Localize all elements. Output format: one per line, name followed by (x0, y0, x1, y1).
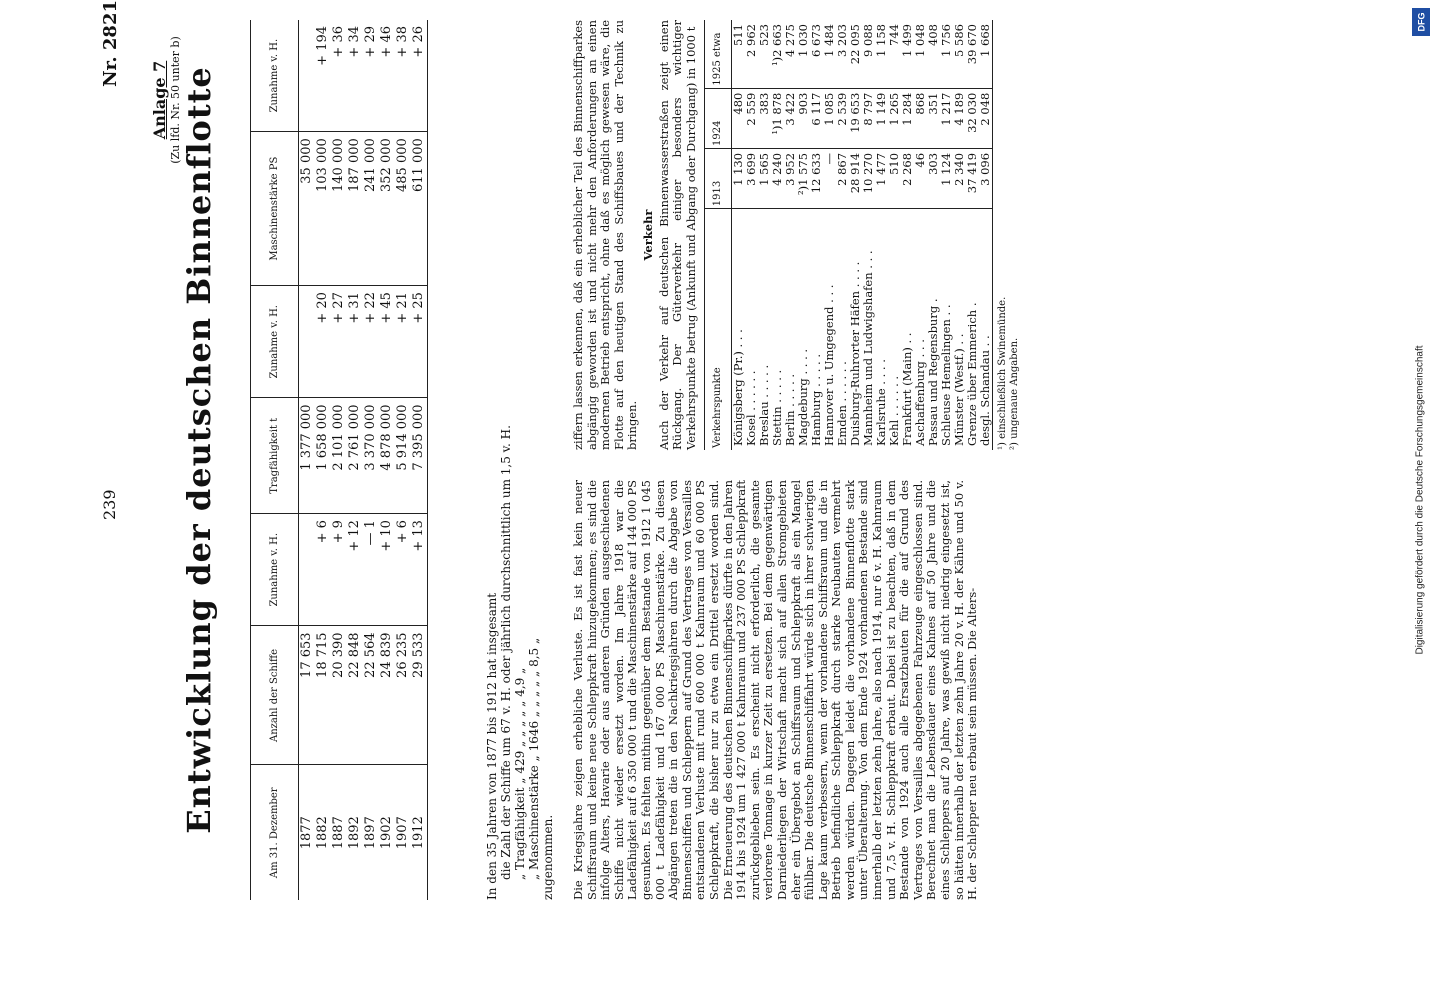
table-cell: + 45 (379, 286, 395, 398)
table-cell: 22 564 (363, 626, 379, 765)
table-cell: + 29 (363, 20, 379, 132)
table-cell: ¹)1 878 (771, 88, 784, 148)
right-column (572, 20, 1021, 450)
table-cell: ¹)2 663 (771, 20, 784, 88)
table-cell: Stettin . . . . . (769, 369, 784, 446)
table-cell: 46 (914, 148, 927, 208)
table-cell: + 194 (315, 20, 331, 132)
table-cell: Schleuse Hemelingen . . (938, 304, 953, 446)
table-cell (299, 286, 316, 398)
table-cell: 352 000 (379, 132, 395, 286)
table-cell: 744 (888, 20, 901, 88)
table-cell: 6 673 (810, 20, 823, 88)
table-cell: 511 (731, 20, 745, 88)
table-cell: Kehl . . . . . . (886, 375, 901, 446)
table-row (810, 20, 823, 450)
anlage-block (150, 0, 182, 200)
table-cell: — (823, 148, 836, 208)
t1-header: Maschinenstärke PS (251, 132, 299, 286)
table-cell: Karlsruhe . . . . (873, 359, 888, 446)
table-cell: 3 370 000 (363, 398, 379, 514)
table-cell: 4 189 (953, 88, 966, 148)
t1-header: Am 31. Dezember (251, 765, 299, 900)
summary-line: „ Tragfähigkeit „ 429 „ „ „ „ „ 4,9 „ (513, 667, 527, 880)
table-cell: Grenze über Emmerich . (964, 302, 979, 446)
table-cell: 1902 (379, 816, 394, 850)
table-cell: 2 761 000 (347, 398, 363, 514)
table-cell: 2 268 (901, 148, 914, 208)
table-cell: 2 867 (836, 148, 849, 208)
table-cell: 510 (888, 148, 901, 208)
table-cell: Mannheim und Ludwigshafen . . . (860, 250, 875, 446)
table-cell: + 46 (379, 20, 395, 132)
table-row (771, 20, 784, 450)
anlage-subtitle: (Zu lfd. Nr. 50 unter b) (169, 36, 182, 164)
table-cell: Aschaffenburg . . . (912, 339, 927, 446)
table-cell: 351 (927, 88, 940, 148)
anlage-title: Anlage 7 (150, 60, 169, 140)
table-cell: 1 048 (914, 20, 927, 88)
table-cell: 1 668 (979, 20, 993, 88)
table-row (331, 20, 347, 900)
table-cell: 35 000 (299, 132, 316, 286)
table-cell: 1882 (315, 816, 330, 850)
table-cell (299, 20, 316, 132)
table-cell: 1907 (395, 816, 410, 850)
t2-header: 1913 (705, 148, 732, 208)
table-cell: 1 658 000 (315, 398, 331, 514)
table-cell: 1 484 (823, 20, 836, 88)
table-cell: 480 (731, 88, 745, 148)
table-cell: 241 000 (363, 132, 379, 286)
digitization-label: Digitalisierung gefördert durch die Deutsche Forschungsgemeinschaft (1414, 345, 1426, 655)
table-cell: 408 (927, 20, 940, 88)
table-cell: Münster (Westf.) . . (951, 333, 966, 446)
table-cell: 1887 (331, 816, 346, 850)
right-column-text: ziffern lassen erkennen, daß ein erheblicher Teil des Binnenschiffparkes abgängig geworden ist und nicht mehr den Anforderungen an einen modernen Betrieb entspricht, ohne daß es möglich gewesen wäre, die Flotte auf den heutigen Stand des Schiffsbaues und der Technik zu bringen. (571, 20, 640, 450)
table-cell: + 26 (411, 20, 428, 132)
table-cell: 1 217 (940, 88, 953, 148)
table-cell: 2 539 (836, 88, 849, 148)
table-cell: desgl. Schandau . . (979, 209, 993, 450)
table-row (940, 20, 953, 450)
table-cell: 4 878 000 (379, 398, 395, 514)
fleet-table (250, 20, 428, 900)
table-row (395, 20, 411, 900)
table-cell: Kosel . . . . . . (743, 370, 758, 446)
table-row (849, 20, 862, 450)
traffic-table (704, 20, 993, 450)
table-row (914, 20, 927, 450)
table-cell: 485 000 (395, 132, 411, 286)
dfg-logo: DFG (1412, 8, 1430, 36)
table-cell: 1 377 000 (299, 398, 316, 514)
table-cell: + 21 (395, 286, 411, 398)
verkehr-text: Auch der Verkehr auf deutschen Binnenwasserstraßen zeigt einen Rückgang. Der Güterverkehr einiger besonders wichtiger Verkehrspunkte betrug (Ankunft und Abgang oder Durchgang) in 1000 t (656, 20, 698, 450)
table-cell: + 20 (315, 286, 331, 398)
table-cell: 187 000 (347, 132, 363, 286)
table-cell: + 6 (315, 514, 331, 626)
table-cell: 1912 (411, 765, 428, 900)
table-cell: — 1 (363, 514, 379, 626)
table-cell: 1 265 (888, 88, 901, 148)
table-cell: 2 048 (979, 88, 993, 148)
table-cell: 17 653 (299, 626, 316, 765)
table-cell: 523 (758, 20, 771, 88)
document-number: Nr. 2821 (100, 0, 121, 87)
summary-line: In den 35 Jahren von 1877 bis 1912 hat insgesamt (485, 592, 499, 900)
table-cell: 6 117 (810, 88, 823, 148)
table-row (347, 20, 363, 900)
table-cell: 10 270 (862, 148, 875, 208)
table-cell: 37 419 (966, 148, 979, 208)
table-cell: Emden . . . . . . (834, 361, 849, 446)
table-cell: Magdeburg . . . . (795, 348, 810, 446)
table-cell: + 38 (395, 20, 411, 132)
table-cell: 1 158 (875, 20, 888, 88)
table-cell: 103 000 (315, 132, 331, 286)
table-cell: 3 422 (784, 88, 797, 148)
table-cell: 28 914 (849, 148, 862, 208)
table-cell: 22 848 (347, 626, 363, 765)
table-cell: + 6 (395, 514, 411, 626)
table-cell: 3 096 (979, 148, 993, 208)
table-cell: 1897 (363, 816, 378, 850)
table-cell: 24 839 (379, 626, 395, 765)
table-cell: 1 284 (901, 88, 914, 148)
table-row (979, 20, 993, 450)
table-cell: 1 085 (823, 88, 836, 148)
table-cell: Frankfurt (Main) . . (899, 332, 914, 446)
table-row (299, 20, 316, 900)
t2-header: Verkehrspunkte (705, 209, 732, 450)
table-row (836, 20, 849, 450)
table-cell: + 31 (347, 286, 363, 398)
table-cell: 1 756 (940, 20, 953, 88)
table-cell: 1 499 (901, 20, 914, 88)
table-cell: Passau und Regensburg . (925, 298, 940, 446)
table-row (901, 20, 914, 450)
table-row (411, 20, 428, 900)
summary-block (485, 20, 555, 900)
table-cell: 7 395 000 (411, 398, 428, 514)
table-row (363, 20, 379, 900)
table-cell: + 12 (347, 514, 363, 626)
summary-end: zugenommen. (541, 814, 555, 900)
table-cell: + 13 (411, 514, 428, 626)
t2-header: 1924 (705, 88, 732, 148)
summary-line: die Zahl der Schiffe um 67 v. H. oder jährlich durchschnittlich um 1,5 v. H. (499, 425, 513, 880)
table-cell: + 25 (411, 286, 428, 398)
table-cell: 18 715 (315, 626, 331, 765)
table-cell: 5 914 000 (395, 398, 411, 514)
table-row (797, 20, 810, 450)
footnotes (997, 20, 1021, 450)
table-row (379, 20, 395, 900)
table-cell: 20 390 (331, 626, 347, 765)
t1-header: Anzahl der Schiffe (251, 626, 299, 765)
table-cell: Berlin . . . . . (782, 373, 797, 446)
table-cell: 26 235 (395, 626, 411, 765)
table-cell: 8 797 (862, 88, 875, 148)
table-cell: 2 962 (745, 20, 758, 88)
table-cell: 303 (927, 148, 940, 208)
table-row (862, 20, 875, 450)
table-cell: 4 240 (771, 148, 784, 208)
table-cell: 5 586 (953, 20, 966, 88)
table-cell: 1892 (347, 816, 362, 850)
table-row (315, 20, 331, 900)
table-cell: 1 565 (758, 148, 771, 208)
footnote: ²) ungenaue Angaben. (1008, 337, 1020, 450)
t1-header: Zunahme v. H. (251, 20, 299, 132)
table-cell: + 27 (331, 286, 347, 398)
table-cell: Königsberg (Pr.) . . . (730, 329, 745, 446)
table-row (966, 20, 979, 450)
table-cell: + 34 (347, 20, 363, 132)
table-row (888, 20, 901, 450)
table-cell: 611 000 (411, 132, 428, 286)
t1-header: Tragfähigkeit t (251, 398, 299, 514)
table-cell: 1 477 (875, 148, 888, 208)
table-cell: 29 533 (411, 626, 428, 765)
table-row (927, 20, 940, 450)
summary-line: „ Maschinenstärke „ 1646 „ „ „ „ „ 8,5 „ (527, 637, 541, 880)
table-cell: 9 088 (862, 20, 875, 88)
table-cell: 22 095 (849, 20, 862, 88)
t1-header: Zunahme v. H. (251, 514, 299, 626)
table-row (758, 20, 771, 450)
table-cell: 2 101 000 (331, 398, 347, 514)
table-cell: 1 130 (731, 148, 745, 208)
table-cell: 2 340 (953, 148, 966, 208)
table-cell: ²)1 575 (797, 148, 810, 208)
table-cell: Duisburg-Ruhrorter Häfen . . . . (847, 261, 862, 446)
table-cell: 903 (797, 88, 810, 148)
table-cell: + 9 (331, 514, 347, 626)
page-number: 239 (100, 489, 119, 520)
table-cell: 3 952 (784, 148, 797, 208)
table-cell: 12 633 (810, 148, 823, 208)
rotated-document-page (100, 0, 1320, 900)
table-row (731, 20, 745, 450)
table-cell: + 22 (363, 286, 379, 398)
table-row (823, 20, 836, 450)
table-cell: 383 (758, 88, 771, 148)
left-column-text: Die Kriegsjahre zeigen erhebliche Verluste. Es ist fast kein neuer Schiffsraum und keine neue Schleppkraft hinzugekommen; es sind die infolge Alters, Havarie oder aus anderen Gründen ausgeschiedenen Schiffe nicht wieder ersetzt worden. Im Jahre 1918 war die Ladefähigkeit auf 6 350 000 t und die Maschinenstärke auf 144 000 PS gesunken. Es fehlten mithin gegenüber dem Bestande von 1912 1 045 000 t Ladefähigkeit und 167 000 PS Maschinenstärke. Zu diesen Abgängen treten die in den Nachkriegsjahren durch die Abgabe von Binnenschiffen und Schleppern auf Grund des Vertrages von Versailles entstandenen Verluste mit rund 600 000 t Kahnraum und 60 000 PS Schleppkraft, die bisher nur zu etwa ein Drittel ersetzt worden sind. Die Erneuerung des deutschen Binnenschiffparkes dürfte in den Jahren 1914 bis 1924 um 1 427 000 t Kahnraum und 237 000 PS Schleppkraft zurückgeblieben sein. Es erscheint nicht erforderlich, die gesamte verlorene Tonnage in kurzer Zeit zu ersetzen. Bei dem gegenwärtigen Darniederliegen der Wirtschaft macht sich auf allen Stromgebieten eher ein Übergebot an Schiffsraum und Schleppkraft als ein Mangel fühlbar. Die deutsche Binnenschiffahrt würde sich in ihrer schwierigen Lage kaum verbessern, wenn der vorhandene Schiffsraum und die in Betrieb befindliche Schleppkraft durch starke Neubauten vermehrt werden würden. Dagegen leidet die vorhandene Binnenflotte stark unter Überalterung. Von dem Ende 1924 vorhandenen Bestande sind innerhalb der letzten zehn Jahre, also nach 1914, nur 6 v. H. Kahnraum und 7,5 v. H. Schleppkraft erbaut. Dabei ist zu beachten, daß in dem Bestande von 1924 auch alle Ersatzbauten für die auf Grund des Vertrages von Versailles abgegebenen Fahrzeuge eingeschlossen sind. Berechnet man die Lebensdauer eines Kahnes auf 50 Jahre und die eines Schleppers auf 20 Jahre, was gewiß nicht niedrig eingesetzt ist, so hätten innerhalb der letzten zehn Jahre 20 v. H. der Kähne und 50 v. H. der Schlepper neu erbaut sein müssen. Die Alters- (571, 480, 980, 900)
table-cell: 1 030 (797, 20, 810, 88)
digitization-sidebar (1406, 0, 1434, 1000)
table-row (745, 20, 758, 450)
table-cell: 4 275 (784, 20, 797, 88)
table-cell: 3 203 (836, 20, 849, 88)
table-cell: 868 (914, 88, 927, 148)
table-cell: 19 653 (849, 88, 862, 148)
table-cell: 1877 (299, 816, 314, 850)
table-cell (299, 514, 316, 626)
table-cell: 1 149 (875, 88, 888, 148)
table-cell: 39 670 (966, 20, 979, 88)
table-cell: Breslau . . . . . (756, 364, 771, 446)
t2-header: 1925 etwa (705, 20, 732, 88)
table-row (784, 20, 797, 450)
table-cell: 3 699 (745, 148, 758, 208)
table-cell: 2 559 (745, 88, 758, 148)
table-row (953, 20, 966, 450)
table-cell: + 10 (379, 514, 395, 626)
table-cell: 140 000 (331, 132, 347, 286)
footnote: ¹) einschließlich Swinemünde. (996, 296, 1008, 450)
section-heading-verkehr: Verkehr (640, 209, 655, 261)
table-cell: Hannover u. Umgegend . . . (821, 284, 836, 446)
page-title: Entwicklung der deutschen Binnenflotte (180, 66, 218, 834)
table-cell: Hamburg . . . . . (808, 354, 823, 446)
table-row (875, 20, 888, 450)
table-cell: + 36 (331, 20, 347, 132)
table-cell: 1 124 (940, 148, 953, 208)
t1-header: Zunahme v. H. (251, 286, 299, 398)
table-cell: 32 030 (966, 88, 979, 148)
